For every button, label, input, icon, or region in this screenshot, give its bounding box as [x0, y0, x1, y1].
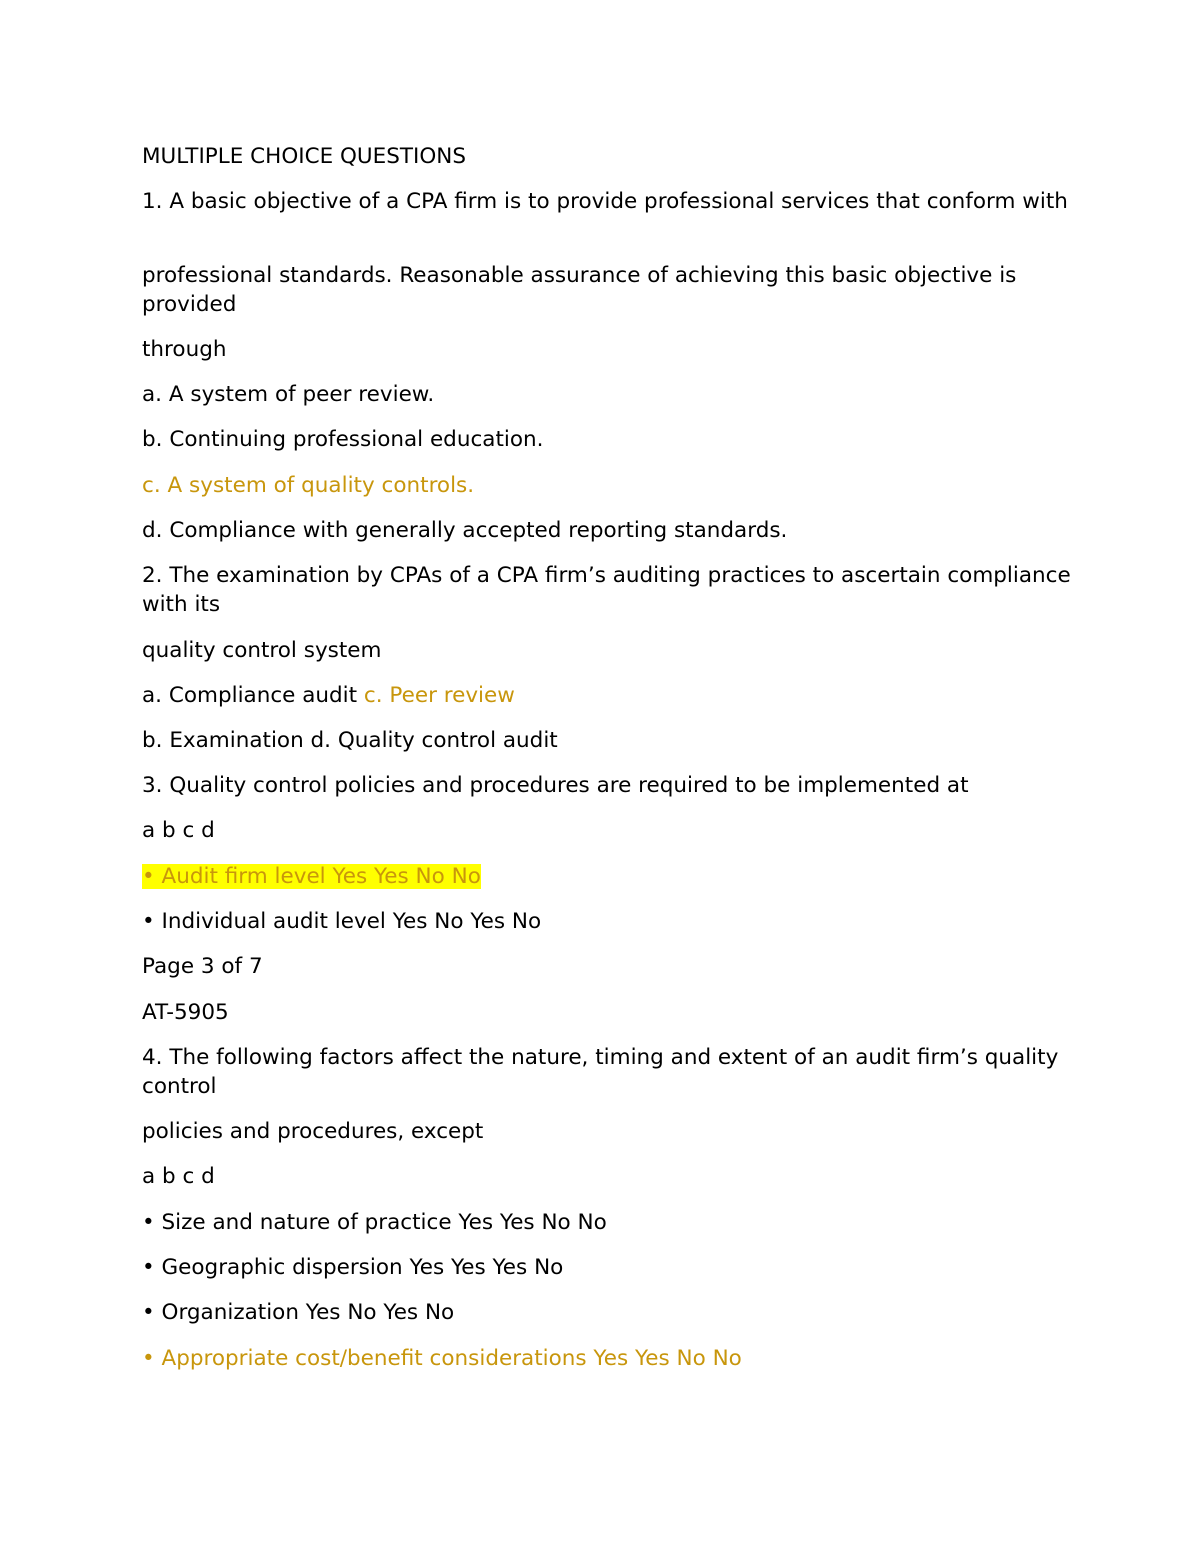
- question-3-row-1-text: • Audit firm level Yes Yes No No: [142, 864, 481, 889]
- document-code: AT-5905: [142, 1000, 229, 1025]
- document-heading: MULTIPLE CHOICE QUESTIONS: [142, 144, 467, 169]
- question-1-option-c-answer: c. A system of quality controls.: [142, 473, 475, 498]
- question-4-stem-line-1: 4. The following factors affect the nature, timing and extent of an audit firm’s quality control: [142, 1045, 1059, 1099]
- question-3-column-headers: a b c d: [142, 818, 215, 843]
- question-1-option-a: a. A system of peer review.: [142, 382, 435, 407]
- question-2-options-b-d: b. Examination d. Quality control audit: [142, 728, 558, 753]
- question-1-stem-line-3: through: [142, 337, 227, 362]
- question-2-option-a: a. Compliance audit: [142, 683, 364, 708]
- question-4-row-3: • Organization Yes No Yes No: [142, 1300, 455, 1325]
- question-2-stem-line-1: 2. The examination by CPAs of a CPA firm’s auditing practices to ascertain compliance with its: [142, 563, 1071, 617]
- question-4-row-2: • Geographic dispersion Yes Yes Yes No: [142, 1255, 564, 1280]
- question-2-options-a-c: [142, 681, 1072, 710]
- question-2-option-c-answer: c. Peer review: [363, 683, 515, 708]
- question-1-stem-line-1: 1. A basic objective of a CPA firm is to provide professional services that conform with: [142, 189, 1068, 214]
- question-3-stem: 3. Quality control policies and procedures are required to be implemented at: [142, 773, 969, 798]
- question-4-column-headers: a b c d: [142, 1164, 215, 1189]
- question-1-option-b: b. Continuing professional education.: [142, 427, 544, 452]
- question-4-row-1: • Size and nature of practice Yes Yes No No: [142, 1210, 607, 1235]
- page-number: Page 3 of 7: [142, 954, 263, 979]
- question-3-row-2: • Individual audit level Yes No Yes No: [142, 909, 542, 934]
- question-1-option-d: d. Compliance with generally accepted reporting standards.: [142, 518, 788, 543]
- question-1-stem-line-2: professional standards. Reasonable assurance of achieving this basic objective is provided: [142, 263, 1017, 317]
- question-2-stem-line-2: quality control system: [142, 638, 382, 663]
- question-3-row-1-answer: [142, 862, 1072, 891]
- question-4-row-4-answer: • Appropriate cost/benefit considerations Yes Yes No No: [142, 1346, 742, 1371]
- question-4-stem-line-2: policies and procedures, except: [142, 1119, 484, 1144]
